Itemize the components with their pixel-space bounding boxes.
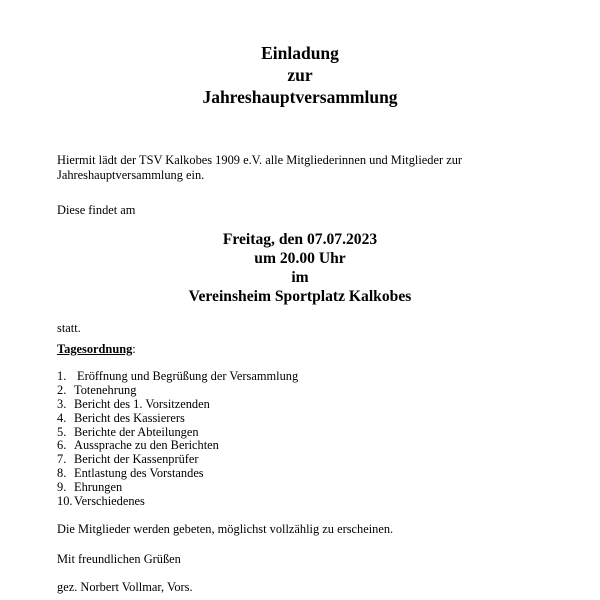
agenda-item-text: Berichte der Abteilungen: [74, 424, 199, 439]
event-time: um 20.00 Uhr: [254, 250, 346, 267]
agenda-item-number: 8.: [57, 466, 67, 481]
agenda-item-number: 4.: [57, 410, 67, 425]
title-line-meeting: Jahreshauptversammlung: [202, 87, 398, 107]
title-line-invitation: Einladung: [261, 43, 339, 63]
agenda-item-text: Aussprache zu den Berichten: [74, 438, 219, 453]
agenda-item-number: 5.: [57, 424, 67, 439]
agenda-item-text: Bericht des 1. Vorsitzenden: [74, 396, 210, 411]
agenda-item-text: Ehrungen: [74, 480, 123, 495]
agenda-heading: [57, 342, 557, 357]
agenda-item-number: 2.: [57, 382, 67, 397]
agenda-heading-colon: :: [132, 342, 136, 356]
agenda-item-text: Bericht der Kassenprüfer: [74, 452, 199, 467]
agenda-item-number: 10.: [57, 494, 73, 509]
intro-line-1: Hiermit lädt der TSV Kalkobes 1909 e.V. alle Mitgliederinnen und Mitglieder zur: [57, 153, 463, 167]
lead-text: Diese findet am: [57, 203, 136, 217]
closing-text: Die Mitglieder werden gebeten, möglichst vollzählig zu erscheinen.: [57, 522, 394, 536]
greeting-text: Mit freundlichen Grüßen: [57, 552, 181, 566]
intro-line-2: Jahreshauptversammlung ein.: [57, 168, 205, 182]
event-preposition: im: [291, 269, 309, 286]
event-location: Vereinsheim Sportplatz Kalkobes: [188, 288, 412, 305]
agenda-item-number: 6.: [57, 438, 67, 453]
agenda-item-text: Entlastung des Vorstandes: [74, 466, 204, 481]
agenda-item-text: Verschiedenes: [74, 494, 145, 509]
signature-text: gez. Norbert Vollmar, Vors.: [57, 580, 193, 594]
agenda-item-number: 3.: [57, 396, 67, 411]
agenda-item-number: 1.: [57, 369, 67, 383]
agenda-item-text: Bericht des Kassierers: [74, 410, 185, 425]
agenda-item-text: Totenehrung: [74, 382, 137, 397]
agenda-heading-label: Tagesordnung: [57, 342, 133, 356]
title-line-to: zur: [287, 65, 313, 85]
agenda-item-text: Eröffnung und Begrüßung der Versammlung: [77, 369, 299, 383]
after-event-text: statt.: [57, 321, 81, 335]
agenda-item-number: 9.: [57, 480, 67, 495]
agenda-item-number: 7.: [57, 452, 67, 467]
event-date: Freitag, den 07.07.2023: [222, 231, 378, 248]
